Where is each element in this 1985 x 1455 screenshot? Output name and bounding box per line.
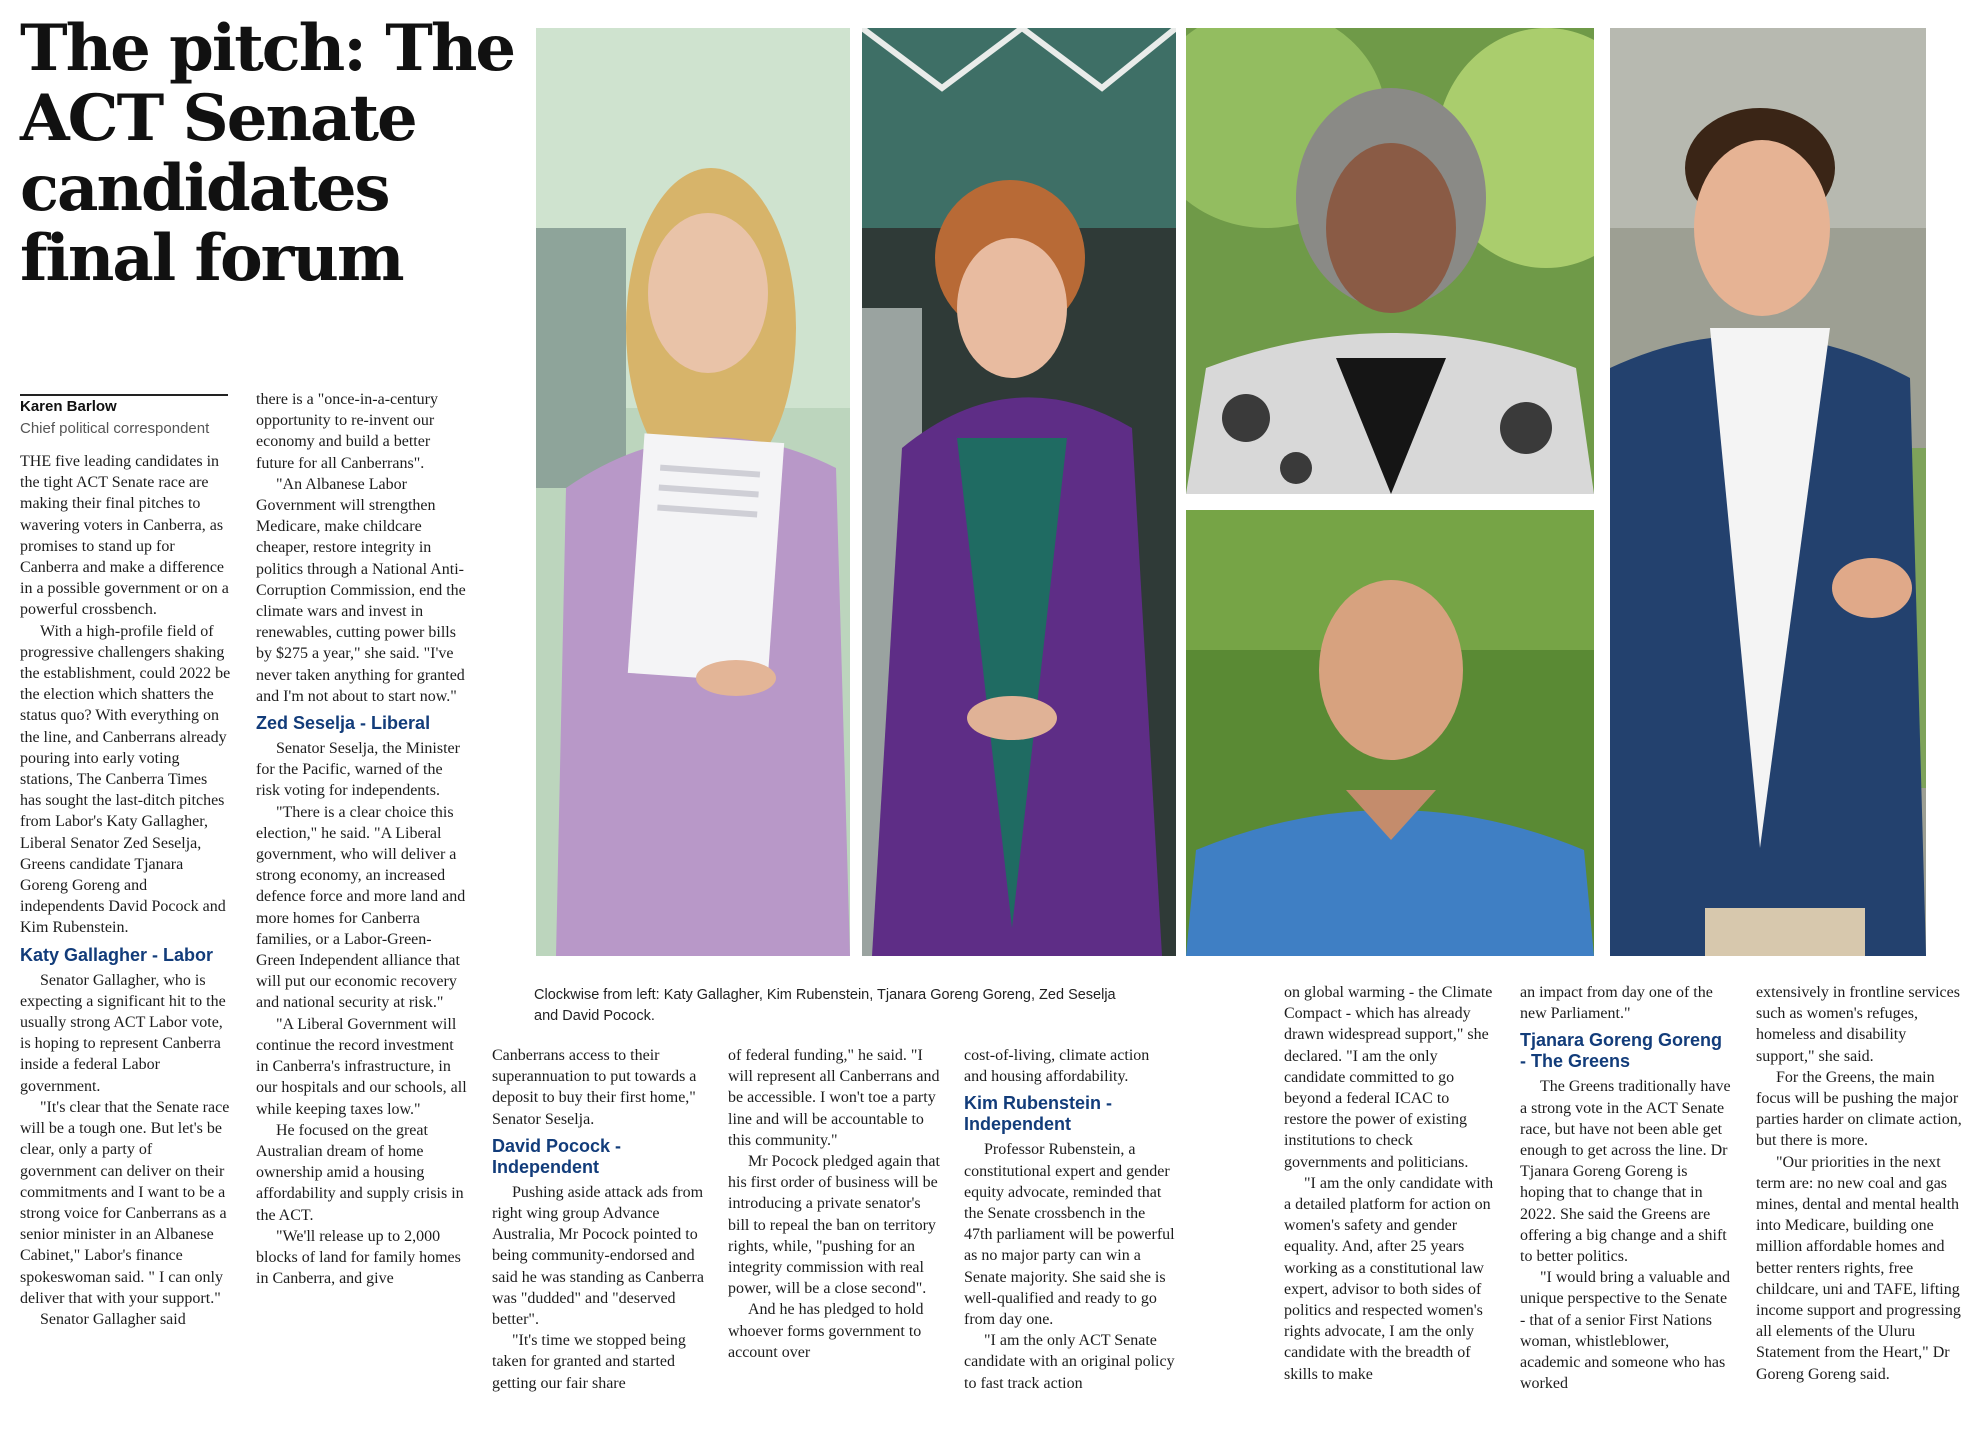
section-heading-david-pocock: David Pocock - Independent [492,1135,622,1177]
paragraph: "There is a clear choice this election," he said. "A Liberal government, who will deliver a strong economy, an increased defence force and more land and more homes for Canberra families, or a Labor-Green-Green Independent alliance that will put our economic recovery and national security at risk." [256,803,466,1012]
byline-name: Karen Barlow [20,398,117,415]
paragraph: The Greens traditionally have a strong vote in the ACT Senate race, but have not been able get enough to get across the line. Dr Tjanara Goreng Goreng is hoping that to change that in 2022. She said the Greens are offering a big change and a shift to better politics. [1520,1078,1731,1266]
article-column-2 [256,389,468,1289]
paragraph: of federal funding," he said. "I will represent all Canberrans and be accessible. I won't toe a party line and will be accountable to this community." [728,1047,940,1149]
paragraph: Professor Rubenstein, a constitutional expert and gender equity advocate, reminded that the Senate crossbench in the 47th parliament will be powerful as no major party can win a Senate majority. She said she is well-qualified and ready to go from day one. [964,1141,1175,1329]
paragraph: Canberrans access to their superannuation to put towards a deposit to buy their first home," Senator Seselja. [492,1047,697,1128]
paragraph: extensively in frontline services such as women's refuges, homeless and disability support," she said. [1756,984,1960,1065]
paragraph: THE five leading candidates in the tight ACT Senate race are making their final pitches to wavering voters in Canberra, as promises to stand up for Canberra and make a difference in a possible government or on a powerful crossbench. [20,453,229,619]
paragraph: on global warming - the Climate Compact - which has already drawn widespread support," she declared. "I am the only candidate committed to go beyond a federal ICAC to restore the power of existing institutions to check governments and politicians. [1284,984,1493,1171]
photo-katy-gallagher [536,28,850,956]
article-column-1 [20,451,232,1330]
paragraph: For the Greens, the main focus will be pushing the major parties harder on climate action, but there is more. [1756,1068,1962,1150]
article-column-7 [1520,982,1732,1394]
paragraph: an impact from day one of the new Parliament." [1520,984,1713,1023]
section-heading-zed-seselja: Zed Seselja - Liberal [256,713,431,734]
paragraph: "Our priorities in the next term are: no new coal and gas mines, dental and mental health into Medicare, building one million affordable homes and better renters rights, free childcare, uni and TAFE, lifting income support and progressing all elements of the Uluru Statement from the Heart," Dr Goreng Goreng said. [1756,1153,1961,1383]
article-column-6 [1284,982,1496,1385]
paragraph: And he has pledged to hold whoever forms government to account over [728,1301,924,1361]
paragraph: Pushing aside attack ads from right wing group Advance Australia, Mr Pocock pointed to being community-endorsed and said he was standing as Canberra was "dudded" and "deserved better". [492,1183,704,1329]
byline-role: Chief political correspondent [20,420,210,437]
paragraph: Senator Seselja, the Minister for the Pacific, warned of the risk voting for independents. [256,740,460,800]
paragraph: Senator Gallagher said [40,1310,186,1328]
paragraph: "I am the only candidate with a detailed platform for action on women's safety and gender equality. And, after 25 years working as a constitutional law expert, advisor to both sides of politics and respected women's rights advocate, I am the only candidate with the breadth of skills to make [1284,1174,1494,1383]
paragraph: "It's clear that the Senate race will be a tough one. But let's be clear, only a party of government can deliver on their commitments and I want to be a strong voice for Canberrans as a senior minister in an Albanese Cabinet," Labor's finance spokeswoman said. " I can only deliver that with your support." [20,1098,230,1307]
paragraph: "I would bring a valuable and unique perspective to the Senate - that of a senior First Nations woman, whistleblower, academic and someone who has worked [1520,1269,1731,1393]
article-column-3 [492,1045,704,1394]
section-heading-katy-gallagher: Katy Gallagher - Labor [20,944,214,965]
paragraph: there is a "once-in-a-century opportunity to re-invent our economy and build a better future for all Canberrans". [256,391,438,472]
article-column-4 [728,1045,940,1363]
paragraph: With a high-profile field of progressive challengers shaking the establishment, could 2022 be the election which shatters the status quo? With everything on the line, and Canberrans already pouring into early voting stations, The Canberra Times has sought the last-ditch pitches from Labor's Katy Gallagher, Liberal Senator Zed Seselja, Greens candidate Tjanara Goreng Goreng and independents David Pocock and Kim Rubenstein. [20,622,231,937]
photo-tjanara-goreng-goreng [1186,28,1594,494]
section-heading-kim-rubenstein: Kim Rubenstein - Independent [964,1093,1113,1135]
paragraph: "We'll release up to 2,000 blocks of land for family homes in Canberra, and give [256,1227,461,1288]
photo-david-pocock [1186,510,1594,956]
paragraph: "I am the only ACT Senate candidate with an original policy to fast track action [964,1332,1175,1392]
paragraph: Mr Pocock pledged again that his first order of business will be introducing a private senator's bill to repeal the ban on territory rights, while, "pushing for an integrity commission with real power, will be a close second". [728,1153,940,1298]
headline: The pitch: The ACT Senate candidates final forum [20,11,515,296]
photo-kim-rubenstein [862,28,1176,956]
paragraph: cost-of-living, climate action and housing affordability. [964,1047,1150,1086]
photo-caption: Clockwise from left: Katy Gallagher, Kim Rubenstein, Tjanara Goreng Goreng, Zed Seselja and David Pocock. [534,987,1116,1024]
paragraph: "A Liberal Government will continue the record investment in Canberra's infrastructure, in our hospitals and our schools, all while keeping taxes low." [256,1015,467,1118]
paragraph: Senator Gallagher, who is expecting a significant hit to the usually strong ACT Labor vote, is hoping to represent Canberra inside a federal Labor government. [20,971,226,1095]
paragraph: "It's time we stopped being taken for granted and started getting our fair share [492,1332,686,1392]
paragraph: He focused on the great Australian dream of home ownership amid a housing affordability and supply crisis in the ACT. [256,1121,464,1224]
paragraph: "An Albanese Labor Government will strengthen Medicare, make childcare cheaper, restore integrity in politics through a National Anti-Corruption Commission, end the climate wars and invest in renewables, cutting power bills by $275 a year," she said. "I've never taken anything for granted and I'm not about to start now." [256,475,466,705]
article-column-8 [1756,982,1968,1385]
article-column-5 [964,1045,1176,1394]
section-heading-tjanara-goreng-goreng: Tjanara Goreng Goreng - The Greens [1520,1030,1723,1072]
photo-zed-seselja [1610,28,1926,956]
byline-rule [20,394,228,396]
